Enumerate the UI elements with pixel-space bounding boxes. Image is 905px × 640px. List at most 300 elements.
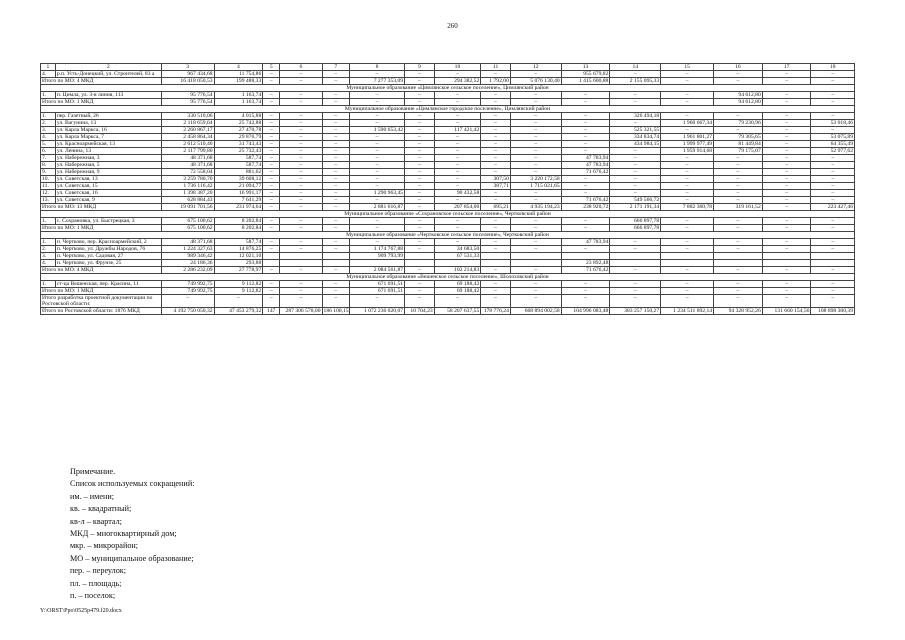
table-cell: – (263, 169, 280, 176)
table-cell: 94 328 952,26 (714, 308, 763, 315)
table-cell: – (610, 148, 661, 155)
table-cell (263, 253, 280, 260)
table-cell: 117 421,42 (434, 127, 481, 134)
table-cell: – (610, 155, 661, 162)
table-cell: 881,62 (214, 169, 263, 176)
table-cell: – (322, 127, 350, 134)
table-cell: 147 (263, 308, 280, 315)
table-cell: – (762, 246, 811, 253)
table-cell: 79 230,96 (714, 120, 763, 127)
table-cell: – (510, 288, 561, 295)
table-cell: – (322, 155, 350, 162)
table-cell: ул. Набережная, 9 (55, 169, 161, 176)
table-cell: 4. (41, 134, 56, 141)
table-row (41, 246, 855, 253)
table-cell: 1 234 511 892,14 (661, 308, 714, 315)
table-cell: – (762, 113, 811, 120)
table-cell: – (661, 197, 714, 204)
table-cell: 79 305,65 (714, 134, 763, 141)
table-cell: – (762, 239, 811, 246)
table-cell: – (661, 218, 714, 225)
table-cell: ул. Набережная, 3 (55, 155, 161, 162)
table-cell: 1 590 653,42 (350, 127, 405, 134)
abbreviation-line: мкр. – микрорайон; (70, 541, 139, 551)
table-cell: 1. (41, 239, 56, 246)
table-cell: – (434, 239, 481, 246)
table-cell: – (661, 78, 714, 85)
table-cell: – (280, 281, 322, 288)
table-cell: 1. (41, 218, 56, 225)
notes-heading: Примечание. (70, 467, 116, 476)
table-cell: – (762, 71, 811, 78)
table-cell: 628 884,43 (161, 197, 214, 204)
table-cell: – (405, 225, 435, 232)
table-cell: 131 660 154,56 (762, 308, 811, 315)
table-cell: 5. (41, 141, 56, 148)
table-cell: – (510, 218, 561, 225)
table-cell: – (811, 169, 855, 176)
table-cell: – (714, 281, 763, 288)
table-cell (610, 253, 661, 260)
table-cell: – (481, 99, 511, 106)
table-cell: 53 018,46 (811, 120, 855, 127)
table-row (41, 176, 855, 183)
table-row (41, 92, 855, 99)
table-cell: – (405, 78, 435, 85)
table-cell: – (280, 99, 322, 106)
abbreviation-list (70, 478, 194, 602)
table-row (41, 113, 855, 120)
table-cell: – (405, 176, 435, 183)
table-cell (322, 253, 350, 260)
table-cell: – (661, 155, 714, 162)
table-cell: – (434, 295, 481, 308)
table-cell: – (610, 120, 661, 127)
table-cell: – (661, 162, 714, 169)
table-cell: – (263, 190, 280, 197)
table-cell: 587,74 (214, 155, 263, 162)
table-cell: – (610, 267, 661, 274)
table-cell: – (434, 148, 481, 155)
table-cell: – (350, 239, 405, 246)
table-cell (762, 260, 811, 267)
table-cell: – (481, 225, 511, 232)
table-cell: 525 321,55 (610, 127, 661, 134)
table-cell: ул. Карла Маркса, 7 (55, 134, 161, 141)
table-cell: с. Сохрановка, ул. Быстрецкая, 3 (55, 218, 161, 225)
table-row (41, 141, 855, 148)
table-cell: – (350, 120, 405, 127)
table-cell: 1 163,74 (214, 92, 263, 99)
table-cell: – (350, 155, 405, 162)
table-cell: – (811, 239, 855, 246)
table-cell: 334 834,74 (610, 134, 661, 141)
table-cell: ул. Вагунина, 13 (55, 120, 161, 127)
table-cell: ул. Набережная, 5 (55, 162, 161, 169)
table-cell: – (322, 134, 350, 141)
table-cell: – (280, 155, 322, 162)
table-cell: – (561, 134, 610, 141)
table-cell: – (405, 99, 435, 106)
table-row (41, 120, 855, 127)
table-cell: – (263, 127, 280, 134)
table-cell: Итого по МО: 1 МКД (41, 225, 162, 232)
table-cell: 52 977,62 (811, 148, 855, 155)
table-cell: 7. (41, 155, 56, 162)
table-cell: – (561, 113, 610, 120)
table-cell: – (434, 183, 481, 190)
table-cell: – (280, 134, 322, 141)
table-cell: – (322, 169, 350, 176)
table-cell: – (350, 99, 405, 106)
table-cell: 749 992,75 (161, 281, 214, 288)
table-cell: – (280, 190, 322, 197)
table-cell: 4 015,88 (214, 113, 263, 120)
table-cell: 23 892,48 (561, 260, 610, 267)
table-cell: – (263, 155, 280, 162)
table-cell: – (661, 169, 714, 176)
table-cell: – (811, 78, 855, 85)
table-cell: 9 (405, 64, 435, 71)
table-cell: – (714, 183, 763, 190)
table-cell: – (263, 134, 280, 141)
table-cell: – (811, 288, 855, 295)
table-cell: 1 174 767,88 (350, 246, 405, 253)
table-cell: – (481, 190, 511, 197)
section-header-row (41, 274, 855, 281)
table-cell: – (714, 169, 763, 176)
table-cell (481, 253, 511, 260)
table-cell: – (405, 183, 435, 190)
table-cell: – (405, 288, 435, 295)
table-cell: – (510, 267, 561, 274)
table-cell: – (610, 183, 661, 190)
table-cell: – (561, 148, 610, 155)
table-cell: – (561, 127, 610, 134)
table-cell: – (714, 176, 763, 183)
table-cell: 307,50 (481, 176, 511, 183)
table-cell: – (405, 113, 435, 120)
table-cell: ул. Советская, 16 (55, 190, 161, 197)
table-cell: 3 220 172,58 (510, 176, 561, 183)
table-cell: – (280, 162, 322, 169)
table-row (41, 134, 855, 141)
table-cell: – (405, 71, 435, 78)
table-cell: 3. (41, 127, 56, 134)
table-cell (661, 260, 714, 267)
total-row (41, 204, 855, 211)
table-cell: 326 494,18 (610, 113, 661, 120)
table-cell: 2 171 191,34 (610, 204, 661, 211)
table-row (41, 253, 855, 260)
table-cell: 223 427,46 (811, 204, 855, 211)
table-cell: 79 175,07 (714, 148, 763, 155)
table-cell: – (714, 225, 763, 232)
table-cell: 2. (41, 246, 56, 253)
table-cell: – (661, 92, 714, 99)
table-cell: 108 898 300,39 (811, 308, 855, 315)
table-cell: – (405, 267, 435, 274)
table-cell: – (280, 141, 322, 148)
document-path: Y:\ORST\Ppo\0525p479.f20.docx (40, 608, 122, 614)
table-cell: Итого по Ростовской области: 1876 МКД (41, 308, 162, 315)
table-cell (405, 253, 435, 260)
table-cell: 95 776,54 (161, 92, 214, 99)
section-header-row (41, 211, 855, 218)
table-cell: 90 432,58 (434, 190, 481, 197)
table-cell: – (263, 183, 280, 190)
table-cell: – (280, 148, 322, 155)
table-cell: 13. (41, 197, 56, 204)
table-cell: – (481, 92, 511, 99)
table-cell: – (762, 78, 811, 85)
abbreviation-line: Список используемых сокращений: (70, 479, 195, 489)
table-cell (481, 260, 511, 267)
table-cell: п. Чертково, ул. Садовая, 27 (55, 253, 161, 260)
table-cell: 11 (481, 64, 511, 71)
table-cell: 14 (610, 64, 661, 71)
table-cell: 25 732,43 (214, 148, 263, 155)
table-cell: – (280, 197, 322, 204)
table-cell: Итого по МО: 4 МКД (41, 267, 162, 274)
table-cell: – (510, 162, 561, 169)
table-cell: 671 691,51 (350, 281, 405, 288)
table-cell: 1 715 021,65 (510, 183, 561, 190)
table-cell: 9 112,82 (214, 281, 263, 288)
table-cell: – (762, 190, 811, 197)
table-cell: – (481, 295, 511, 308)
table-cell (350, 260, 405, 267)
table-cell: 695,21 (481, 204, 511, 211)
total-row (41, 225, 855, 232)
abbreviation-line: кв-л – квартал; (70, 516, 122, 526)
table-cell (434, 260, 481, 267)
table-cell: – (661, 113, 714, 120)
table-cell: – (762, 141, 811, 148)
table-cell: – (263, 246, 280, 253)
table-cell: – (811, 162, 855, 169)
abbreviation-line: п. – поселок; (70, 591, 116, 601)
table-cell: – (714, 218, 763, 225)
table-cell: – (263, 239, 280, 246)
table-cell: 47 453 279,32 (214, 308, 263, 315)
table-cell: 293,88 (214, 260, 263, 267)
table-cell: 11 754,86 (214, 71, 263, 78)
table-cell: – (661, 183, 714, 190)
table-cell: – (762, 204, 811, 211)
table-cell: 8 202,84 (214, 218, 263, 225)
table-cell: 383 257 150,27 (610, 308, 661, 315)
table-cell: ул. Красноармейская, 13 (55, 141, 161, 148)
table-row (41, 148, 855, 155)
table-cell: 666 897,78 (610, 225, 661, 232)
table-cell: 330 510,06 (161, 113, 214, 120)
table-cell: 7 641,29 (214, 197, 263, 204)
table-cell: – (280, 113, 322, 120)
table-cell: ст-ца Вешенская, пер. Красина, 11 (55, 281, 161, 288)
table-cell (561, 253, 610, 260)
table-cell: 17 (762, 64, 811, 71)
table-cell: – (762, 281, 811, 288)
table-cell: – (280, 78, 322, 85)
table-cell: – (405, 134, 435, 141)
table-cell: 9 112,82 (214, 288, 263, 295)
table-cell: – (405, 218, 435, 225)
table-cell: 671 691,51 (350, 288, 405, 295)
table-cell: – (322, 281, 350, 288)
table-cell (762, 253, 811, 260)
table-cell: – (405, 120, 435, 127)
table-cell: – (762, 197, 811, 204)
table-cell: – (350, 169, 405, 176)
section-header-row (41, 85, 855, 92)
table-cell: 1 072 236 020,07 (350, 308, 405, 315)
table-cell: – (322, 78, 350, 85)
table-cell: – (481, 288, 511, 295)
table-cell: – (610, 281, 661, 288)
table-cell: 16 418 050,53 (161, 78, 214, 85)
table-cell: – (263, 288, 280, 295)
table-cell: – (762, 267, 811, 274)
table-cell: 3. (41, 253, 56, 260)
table-cell: – (762, 127, 811, 134)
table-cell: – (811, 197, 855, 204)
table-cell: 387,71 (481, 183, 511, 190)
table-cell: – (762, 155, 811, 162)
table-cell: – (561, 288, 610, 295)
table-cell: ул. Советская, 15 (55, 183, 161, 190)
table-cell: – (661, 295, 714, 308)
table-cell: 587,74 (214, 239, 263, 246)
table-cell: – (280, 218, 322, 225)
table-cell: – (510, 127, 561, 134)
table-cell: – (350, 141, 405, 148)
table-cell: – (350, 225, 405, 232)
table-cell: 67 531,33 (434, 253, 481, 260)
table-cell: – (322, 71, 350, 78)
table-cell: 5 (263, 64, 280, 71)
table-cell: – (510, 148, 561, 155)
table-cell: – (350, 197, 405, 204)
table-cell: 47 783,94 (561, 155, 610, 162)
table-cell (714, 253, 763, 260)
table-cell: – (510, 197, 561, 204)
table-cell: – (263, 197, 280, 204)
table-cell: 47 783,94 (561, 162, 610, 169)
table-cell: – (510, 225, 561, 232)
table-cell: – (510, 295, 561, 308)
abbreviation-line: пер. – переулок; (70, 566, 127, 576)
table-cell: – (762, 218, 811, 225)
table-cell: 287 306 578,00 (280, 308, 322, 315)
table-cell: 64 355,49 (811, 141, 855, 148)
table-cell: – (714, 246, 763, 253)
table-cell: – (510, 92, 561, 99)
table-cell: 12 (510, 64, 561, 71)
table-cell: – (280, 288, 322, 295)
table-cell: 10 704,23 (405, 308, 435, 315)
table-cell: – (481, 71, 511, 78)
table-cell: – (350, 134, 405, 141)
table-cell: – (280, 71, 322, 78)
table-cell: 207 854,00 (434, 204, 481, 211)
table-cell: Итого по МО: 13 МКД (41, 204, 162, 211)
table-cell: – (405, 204, 435, 211)
table-row (41, 162, 855, 169)
table-cell: – (481, 141, 511, 148)
table-cell: – (762, 295, 811, 308)
table-cell: – (714, 295, 763, 308)
table-cell: 178 776,24 (481, 308, 511, 315)
table-cell: – (561, 120, 610, 127)
table-cell: 10 (434, 64, 481, 71)
table-cell: – (434, 99, 481, 106)
table-cell: 47 783,94 (561, 239, 610, 246)
table-cell: 34 683,50 (434, 246, 481, 253)
table-cell: – (661, 176, 714, 183)
table-cell: – (610, 190, 661, 197)
table-cell: – (350, 295, 405, 308)
table-cell: – (405, 239, 435, 246)
table-cell: – (510, 134, 561, 141)
table-cell: – (322, 183, 350, 190)
table-cell: – (561, 176, 610, 183)
table-cell: 1 290 963,45 (350, 190, 405, 197)
table-cell: – (322, 162, 350, 169)
table-cell: – (263, 162, 280, 169)
table-cell: 668 894 002,58 (510, 308, 561, 315)
table-row (41, 260, 855, 267)
table-cell: Итого по МО: 1 МКД (41, 99, 162, 106)
table-cell: – (811, 113, 855, 120)
table-cell: – (350, 113, 405, 120)
table-cell: – (510, 169, 561, 176)
table-cell: 94 612,80 (714, 92, 763, 99)
table-cell: 58 207 637,55 (434, 308, 481, 315)
table-cell: – (661, 225, 714, 232)
table-cell (280, 253, 322, 260)
table-row (41, 127, 855, 134)
table-cell: – (280, 239, 322, 246)
table-cell: 2 118 659,64 (161, 120, 214, 127)
table-cell: – (714, 288, 763, 295)
table-cell: – (510, 120, 561, 127)
table-cell: 1 163,74 (214, 99, 263, 106)
table-cell: 1 792,00 (481, 78, 511, 85)
table-cell: 2 260 867,17 (161, 127, 214, 134)
table-cell: 8 202,84 (214, 225, 263, 232)
table-row (41, 218, 855, 225)
table-cell: 15 (661, 64, 714, 71)
section-header-row (41, 106, 855, 113)
abbreviation-line: кв. – квадратный; (70, 504, 132, 514)
table-cell: 53 075,89 (811, 134, 855, 141)
table-cell: – (322, 295, 350, 308)
table-cell: 12. (41, 190, 56, 197)
table-cell: – (434, 155, 481, 162)
table-cell: – (610, 162, 661, 169)
table-cell: – (811, 127, 855, 134)
total-row (41, 267, 855, 274)
table-cell: – (481, 113, 511, 120)
table-cell: – (434, 162, 481, 169)
table-cell: – (434, 169, 481, 176)
table-cell: – (481, 239, 511, 246)
table-cell: 1 224 327,63 (161, 246, 214, 253)
table-cell: п. Чертково, пер. Красноармейский, 2 (55, 239, 161, 246)
table-cell: 955 679,82 (561, 71, 610, 78)
table-cell: Муниципальное образование «Цимлянское городское поселение», Цимлянский район (41, 106, 855, 113)
